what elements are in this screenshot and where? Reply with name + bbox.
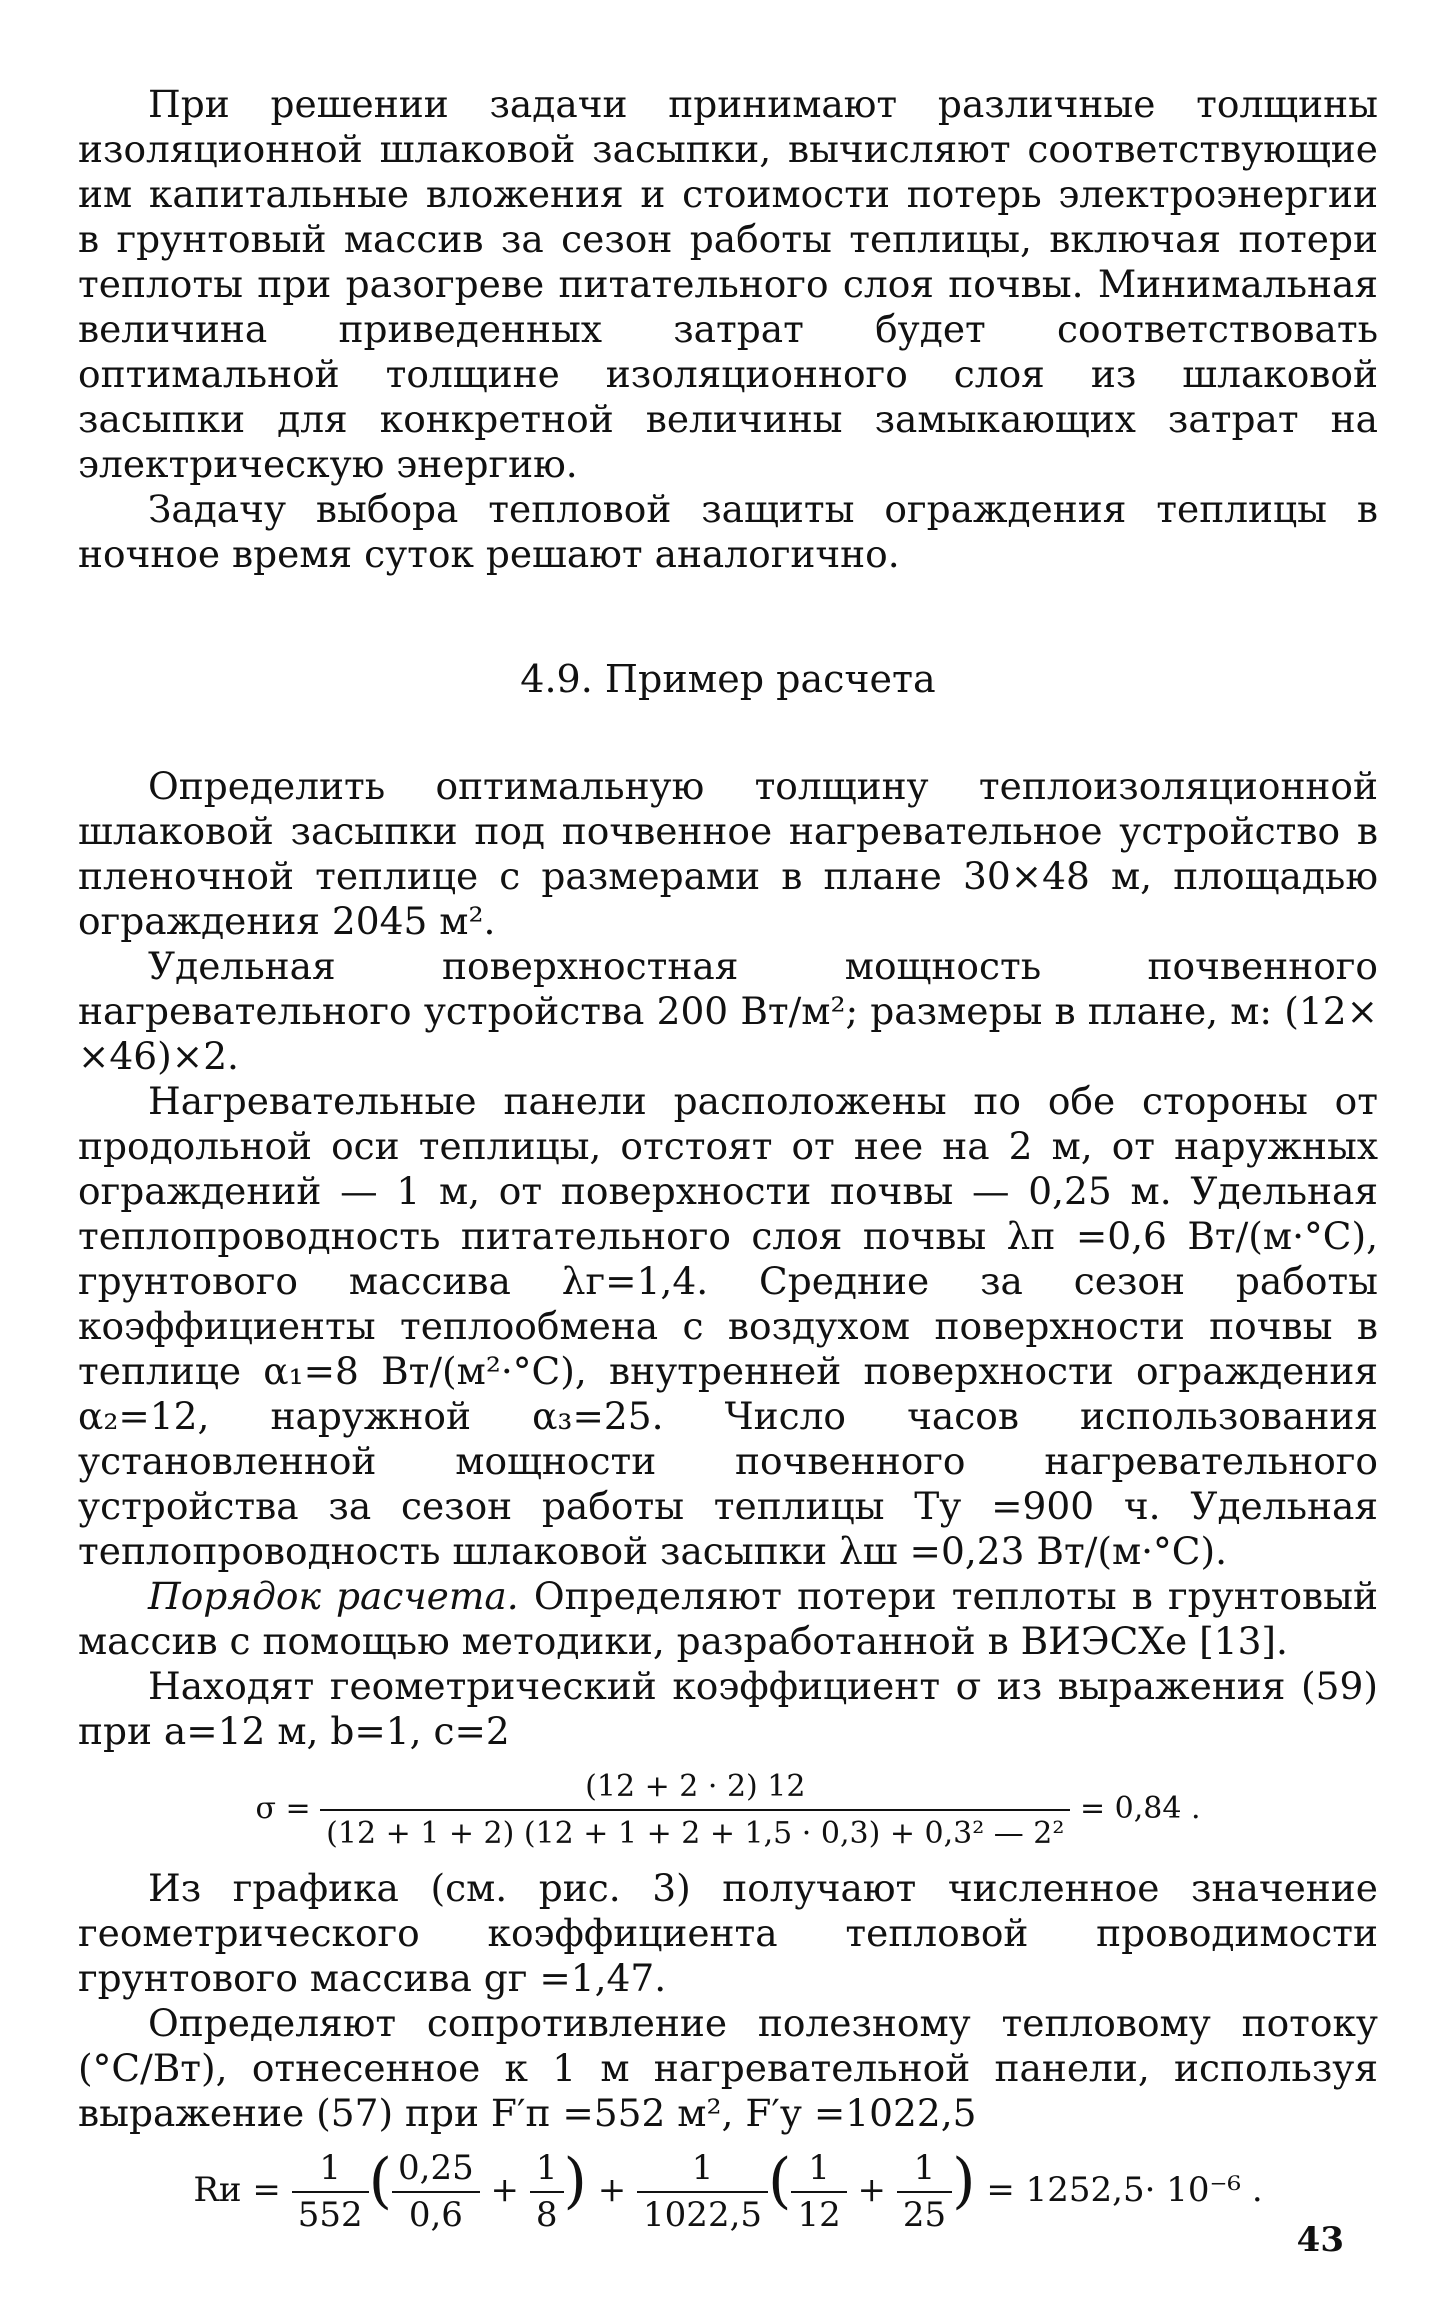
paragraph-resistance: Определяют сопротивление полезному тепловому потоку (°С/Вт), отнесенное к 1 м нагревательной панели, используя выражение (57) при F′п =552 м², F′у =1022,5 xyxy=(78,2001,1378,2135)
eq1-lhs: σ = xyxy=(255,1791,311,1826)
paragraph-graph: Из графика (см. рис. 3) получают численное значение геометрического коэффициента тепловой проводимости грунтового массива gг =1,47. xyxy=(78,1866,1378,2000)
paragraph-night: Задачу выбора тепловой защиты ограждения теплицы в ночное время суток решают аналогично. xyxy=(78,487,1378,576)
eq2-rhs: = 1252,5· 10⁻⁶ . xyxy=(986,2170,1263,2210)
eq2-paren-open: ( xyxy=(368,2146,393,2216)
eq2-t2b-num: 1 xyxy=(897,2146,952,2193)
eq2-t2-den: 1022,5 xyxy=(643,2195,763,2235)
eq2-paren-open-2: ( xyxy=(768,2146,792,2216)
eq1-fraction xyxy=(320,1764,1070,1856)
equation-sigma xyxy=(78,1764,1378,1856)
page-body xyxy=(78,82,1378,2248)
eq2-t1b-fraction xyxy=(530,2146,564,2238)
paragraph-coefficient: Находят геометрический коэффициент σ из выражения (59) при a=12 м, b=1, c=2 xyxy=(78,1664,1378,1753)
eq2-t1-num: 1 xyxy=(292,2146,369,2193)
eq2-t2b-den: 25 xyxy=(902,2195,947,2235)
eq2-t1b-num: 1 xyxy=(530,2146,564,2193)
eq2-plus-1: + xyxy=(490,2170,520,2210)
eq1-denominator: (12 + 1 + 2) (12 + 1 + 2 + 1,5 · 0,3) + 0,3² — 2² xyxy=(326,1816,1065,1851)
procedure-label: Порядок расчета. xyxy=(148,1574,519,1618)
section-heading: 4.9. Пример расчета xyxy=(520,657,936,701)
eq2-t1a-fraction xyxy=(392,2146,480,2238)
eq2-t2a-den: 12 xyxy=(797,2195,841,2235)
eq2-paren-close-2: ) xyxy=(952,2146,976,2216)
eq2-t2a-num: 1 xyxy=(791,2146,846,2193)
procedure-text: Определяют потери теплоты в грунтовый массив с помощью методики, разработанной в ВИЭСХе [13]. xyxy=(78,1574,1378,1663)
eq2-lhs: Rи = xyxy=(193,2170,281,2210)
paragraph-power: Удельная поверхностная мощность почвенного нагревательного устройства 200 Вт/м²; размеры в плане, м: (12× ×46)×2. xyxy=(78,944,1378,1078)
eq2-t1a-num: 0,25 xyxy=(392,2146,480,2193)
eq2-plus-3: + xyxy=(857,2170,887,2210)
eq2-t1b-den: 8 xyxy=(535,2195,558,2235)
eq2-t1-fraction xyxy=(292,2146,369,2238)
page-number: 43 xyxy=(1296,2220,1344,2260)
eq2-plus-2: + xyxy=(597,2170,627,2210)
eq2-t2-fraction xyxy=(637,2146,768,2238)
paragraph-panels: Нагревательные панели расположены по обе стороны от продольной оси теплицы, отстоят от нее на 2 м, от наружных ограждений — 1 м, от поверхности почвы — 0,25 м. Удельная теплопроводность питательного слоя почвы λп =0,6 Вт/(м·°С), грунтового массива λг=1,4. Средние за сезон работы коэффициенты теплообмена с воздухом поверхности почвы в теплице α₁=8 Вт/(м²·°С), внутренней поверхности ограждения α₂=12, наружной α₃=25. Число часов использования установленной мощности почвенного нагревательного устройства за сезон работы теплицы Tу =900 ч. Удельная теплопроводность шлаковой засыпки λш =0,23 Вт/(м·°С). xyxy=(78,1079,1378,1573)
eq1-rhs: = 0,84 . xyxy=(1079,1791,1201,1826)
eq2-t2-num: 1 xyxy=(637,2146,768,2193)
eq2-paren-close-1: ) xyxy=(563,2146,587,2216)
eq2-t2a-fraction xyxy=(791,2146,846,2238)
eq2-t1-den: 552 xyxy=(297,2195,363,2235)
paragraph-task: Определить оптимальную толщину теплоизоляционной шлаковой засыпки под почвенное нагревательное устройство в пленочной теплице с размерами в плане 30×48 м, площадью ограждения 2045 м². xyxy=(78,764,1378,943)
equation-resistance xyxy=(78,2146,1378,2238)
eq1-numerator: (12 + 2 · 2) 12 xyxy=(320,1764,1070,1811)
eq2-t1a-den: 0,6 xyxy=(408,2195,463,2235)
eq2-t2b-fraction xyxy=(897,2146,952,2238)
paragraph-intro: При решении задачи принимают различные толщины изоляционной шлаковой засыпки, вычисляют соответствующие им капитальные вложения и стоимости потерь электроэнергии в грунтовый массив за сезон работы теплицы, включая потери теплоты при разогреве питательного слоя почвы. Минимальная величина приведенных затрат будет соответствовать оптимальной толщине изоляционного слоя из шлаковой засыпки для конкретной величины замыкающих затрат на электрическую энергию. xyxy=(78,82,1378,486)
paragraph-procedure xyxy=(78,1574,1378,1664)
